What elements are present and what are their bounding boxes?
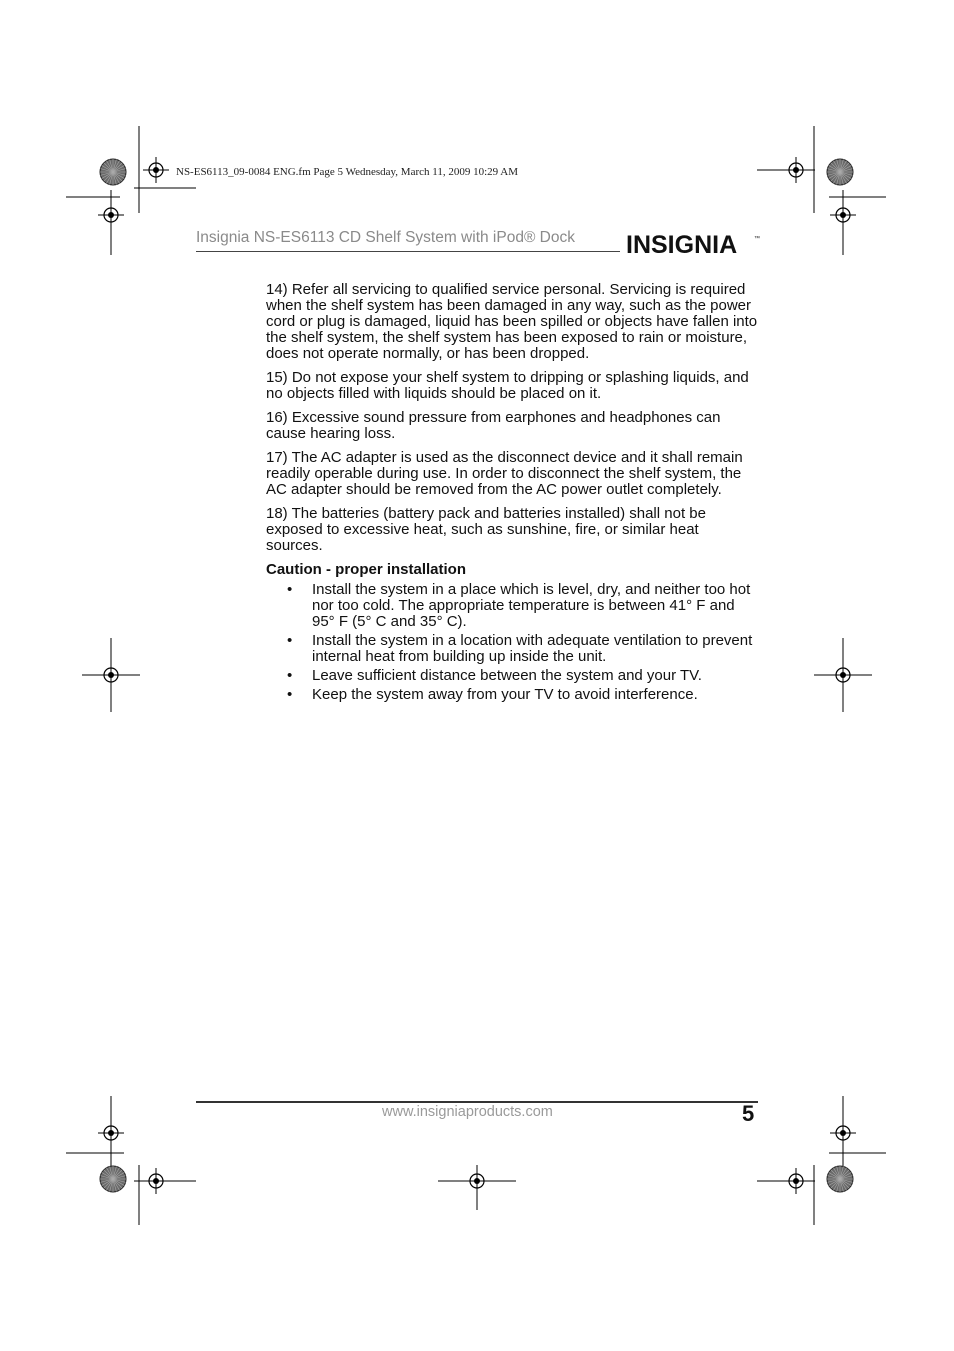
- color-target-icon: [827, 159, 853, 185]
- registration-mark-icon: [783, 157, 809, 183]
- caution-heading: Caution - proper installation: [266, 561, 467, 578]
- paragraph-18: 18) The batteries (battery pack and batteries installed) shall not be exposed to excessive heat, such as sunshine, fire, or similar heat sources.: [266, 505, 706, 554]
- bullet-icon: •: [287, 686, 293, 703]
- caution-item: [266, 582, 758, 630]
- paragraph-17: 17) The AC adapter is used as the disconnect device and it shall remain readily operable during use. In order to disconnect the shelf system, the AC adapter should be removed from the AC power outlet completely.: [266, 449, 743, 498]
- header-title: Insignia NS-ES6113 CD Shelf System with iPod® Dock: [196, 229, 575, 246]
- caution-item-text: Install the system in a location with adequate ventilation to prevent internal heat from building up inside the unit.: [312, 632, 753, 665]
- body-content: [266, 282, 758, 706]
- paragraph-14: 14) Refer all servicing to qualified service personal. Servicing is required when the shelf system has been damaged in any way, such as the power cord or plug is damaged, liquid has been spilled or objects have fallen into the shelf system, the shelf system has been exposed to rain or moisture, does not operate normally, or has been dropped.: [266, 281, 758, 362]
- print-slug-line: NS-ES6113_09-0084 ENG.fm Page 5 Wednesday, March 11, 2009 10:29 AM: [176, 166, 519, 178]
- footer-rule: [196, 1101, 758, 1103]
- bullet-icon: •: [287, 667, 293, 684]
- caution-item-text: Leave sufficient distance between the system and your TV.: [312, 667, 702, 684]
- header-rule: [196, 251, 620, 252]
- logo-wordmark: INSIGNIA: [626, 231, 738, 259]
- caution-item: [266, 668, 758, 684]
- bullet-icon: •: [287, 581, 293, 598]
- caution-item-text: Keep the system away from your TV to avoid interference.: [312, 686, 698, 703]
- page-number: 5: [742, 1101, 755, 1126]
- color-target-icon: [827, 1166, 853, 1192]
- footer-url: www.insigniaproducts.com: [382, 1104, 553, 1120]
- logo-trademark: ™: [754, 236, 760, 242]
- paragraph-16: 16) Excessive sound pressure from earphones and headphones can cause hearing loss.: [266, 409, 721, 442]
- insignia-logo: [626, 226, 760, 262]
- caution-item-text: Install the system in a place which is level, dry, and neither too hot nor too cold. The appropriate temperature is between 41° F and 95° F (5° C and 35° C).: [312, 581, 751, 630]
- caution-list: [266, 582, 758, 703]
- caution-item: [266, 687, 758, 703]
- color-target-icon: [100, 1166, 126, 1192]
- paragraph-15: 15) Do not expose your shelf system to dripping or splashing liquids, and no objects filled with liquids should be placed on it.: [266, 369, 749, 402]
- caution-item: [266, 633, 758, 665]
- registration-mark-icon: [143, 157, 169, 183]
- bullet-icon: •: [287, 632, 293, 649]
- color-target-icon: [100, 159, 126, 185]
